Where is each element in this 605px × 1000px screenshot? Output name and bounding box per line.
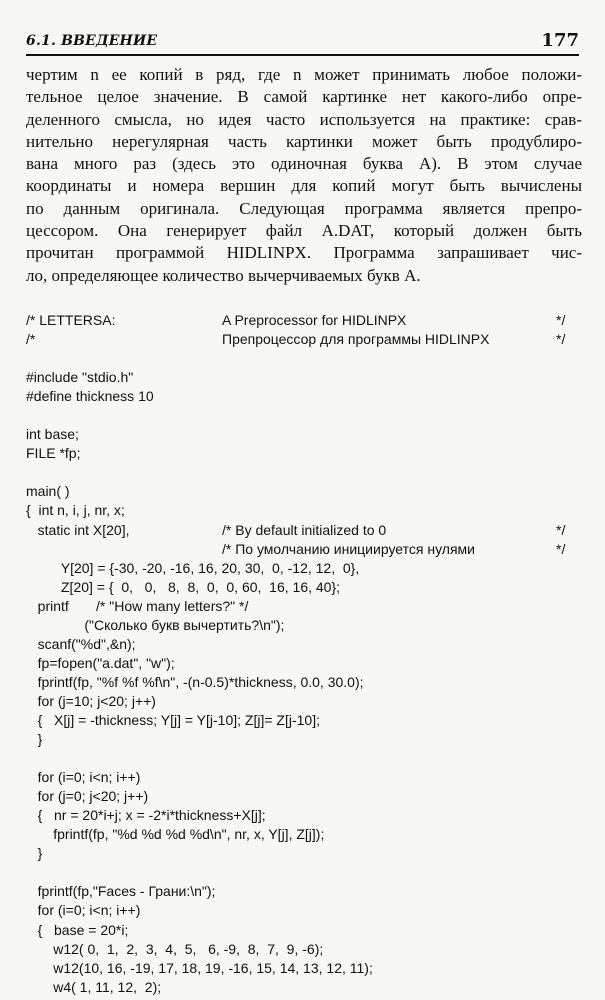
code-line xyxy=(26,711,582,730)
comment-close: */ xyxy=(556,521,566,538)
code-text: } xyxy=(26,845,43,862)
code-line xyxy=(26,730,582,749)
code-line xyxy=(26,501,582,520)
code-text: main( ) xyxy=(26,483,70,500)
comment-close: */ xyxy=(556,331,566,348)
code-text: printf /* "How many letters?" */ xyxy=(26,597,249,614)
page-number: 177 xyxy=(541,30,579,51)
code-line xyxy=(26,425,582,444)
body-text xyxy=(26,64,582,287)
code-text: for (i=0; i<n; i++) xyxy=(26,902,141,919)
code-text: { X[j] = -thickness; Y[j] = Y[j-10]; Z[j]= Z[j-10]; xyxy=(26,711,320,728)
code-line xyxy=(26,368,582,387)
code-comment: Препроцессор для программы HIDLINPX xyxy=(222,331,490,348)
code-line xyxy=(26,540,582,559)
code-text: w4( 1, 11, 12, 2); xyxy=(26,978,162,995)
code-line xyxy=(26,901,582,920)
code-text: for (i=0; i<n; i++) xyxy=(26,769,141,786)
code-line xyxy=(26,330,582,349)
code-line xyxy=(26,787,582,806)
paragraph-line: прочитан программой HIDLINPX. Программа запрашивает чис- xyxy=(26,243,582,263)
paragraph-line: координаты и номера вершин для копий могут быть вычислены xyxy=(26,176,582,196)
paragraph-line: цессором. Она генерирует файл A.DAT, который должен быть xyxy=(26,221,582,241)
code-text: fprintf(fp,"Faces - Грани:\n"); xyxy=(26,883,216,900)
code-text: { base = 20*i; xyxy=(26,921,129,938)
code-line xyxy=(26,749,582,768)
code-line xyxy=(26,940,582,959)
code-line xyxy=(26,578,582,597)
code-text: scanf("%d",&n); xyxy=(26,635,136,652)
code-text: w12( 0, 1, 2, 3, 4, 5, 6, -9, 8, 7, 9, -6); xyxy=(26,940,324,957)
code-comment: /* By default initialized to 0 xyxy=(222,521,387,538)
paragraph-line: нительно нерегулярная часть картинки может быть продублиро- xyxy=(26,131,582,151)
comment-close: */ xyxy=(556,540,566,557)
code-text: Y[20] = {-30, -20, -16, 16, 20, 30, 0, -12, 12, 0}, xyxy=(26,559,360,576)
code-line xyxy=(26,597,582,616)
code-text: { int n, i, j, nr, x; xyxy=(26,502,125,519)
paragraph-line: по данным оригинала. Следующая программа является препро- xyxy=(26,198,582,218)
code-line xyxy=(26,521,582,540)
code-line xyxy=(26,482,582,501)
running-header xyxy=(26,24,579,56)
code-line xyxy=(26,959,582,978)
code-line xyxy=(26,616,582,635)
code-line xyxy=(26,635,582,654)
code-text: /* xyxy=(26,331,36,348)
code-text: FILE *fp; xyxy=(26,445,81,462)
code-line xyxy=(26,463,582,482)
code-line xyxy=(26,882,582,901)
code-line xyxy=(26,978,582,997)
paragraph-line: чертим n ее копий в ряд, где n может принимать любое положи- xyxy=(26,65,582,84)
code-line xyxy=(26,863,582,882)
code-line xyxy=(26,921,582,940)
code-line xyxy=(26,654,582,673)
code-line xyxy=(26,349,582,368)
code-text: fprintf(fp, "%d %d %d %d\n", nr, x, Y[j], Z[j]); xyxy=(26,826,325,843)
code-text: fprintf(fp, "%f %f %f\n", -(n-0.5)*thickness, 0.0, 30.0); xyxy=(26,673,364,690)
code-line xyxy=(26,692,582,711)
code-text: /* LETTERSA: xyxy=(26,312,116,328)
code-text: fp=fopen("a.dat", "w"); xyxy=(26,654,175,671)
code-line xyxy=(26,559,582,578)
code-line xyxy=(26,444,582,463)
code-line xyxy=(26,406,582,425)
code-text: w12(10, 16, -19, 17, 18, 19, -16, 15, 14, 13, 12, 11); xyxy=(26,959,373,976)
code-line xyxy=(26,768,582,787)
paragraph-line: вана много раз (здесь это одиночная буква A). В этом случае xyxy=(26,154,582,174)
code-listing xyxy=(26,311,582,997)
code-text: for (j=0; j<20; j++) xyxy=(26,788,149,805)
section-title: 6.1. ВВЕДЕНИЕ xyxy=(26,33,158,49)
code-text: } xyxy=(26,731,43,748)
code-text: int base; xyxy=(26,426,79,443)
code-line xyxy=(26,673,582,692)
code-text: for (j=10; j<20; j++) xyxy=(26,692,156,709)
code-line xyxy=(26,311,582,330)
comment-close: */ xyxy=(556,312,566,328)
code-text: #define thickness 10 xyxy=(26,388,154,405)
paragraph-line: ло, определяющее количество вычерчиваемых букв A. xyxy=(26,265,421,285)
code-line xyxy=(26,825,582,844)
code-text: #include "stdio.h" xyxy=(26,369,134,386)
code-text: { nr = 20*i+j; x = -2*i*thickness+X[j]; xyxy=(26,807,266,824)
code-text: ("Сколько букв вычертить?\n"); xyxy=(26,616,285,633)
paragraph-line: деленного смысла, но идея часто используется на практике: срав- xyxy=(26,109,582,129)
code-text: static int X[20], xyxy=(26,521,130,538)
code-text: Z[20] = { 0, 0, 8, 8, 0, 0, 60, 16, 16, 40}; xyxy=(26,578,341,595)
code-line xyxy=(26,844,582,863)
code-comment: /* По умолчанию инициируется нулями xyxy=(222,540,475,557)
paragraph-line: тельное целое значение. В самой картинке нет какого-либо опре- xyxy=(26,87,582,107)
code-line xyxy=(26,806,582,825)
code-line xyxy=(26,387,582,406)
code-comment: A Preprocessor for HIDLINPX xyxy=(222,312,407,328)
